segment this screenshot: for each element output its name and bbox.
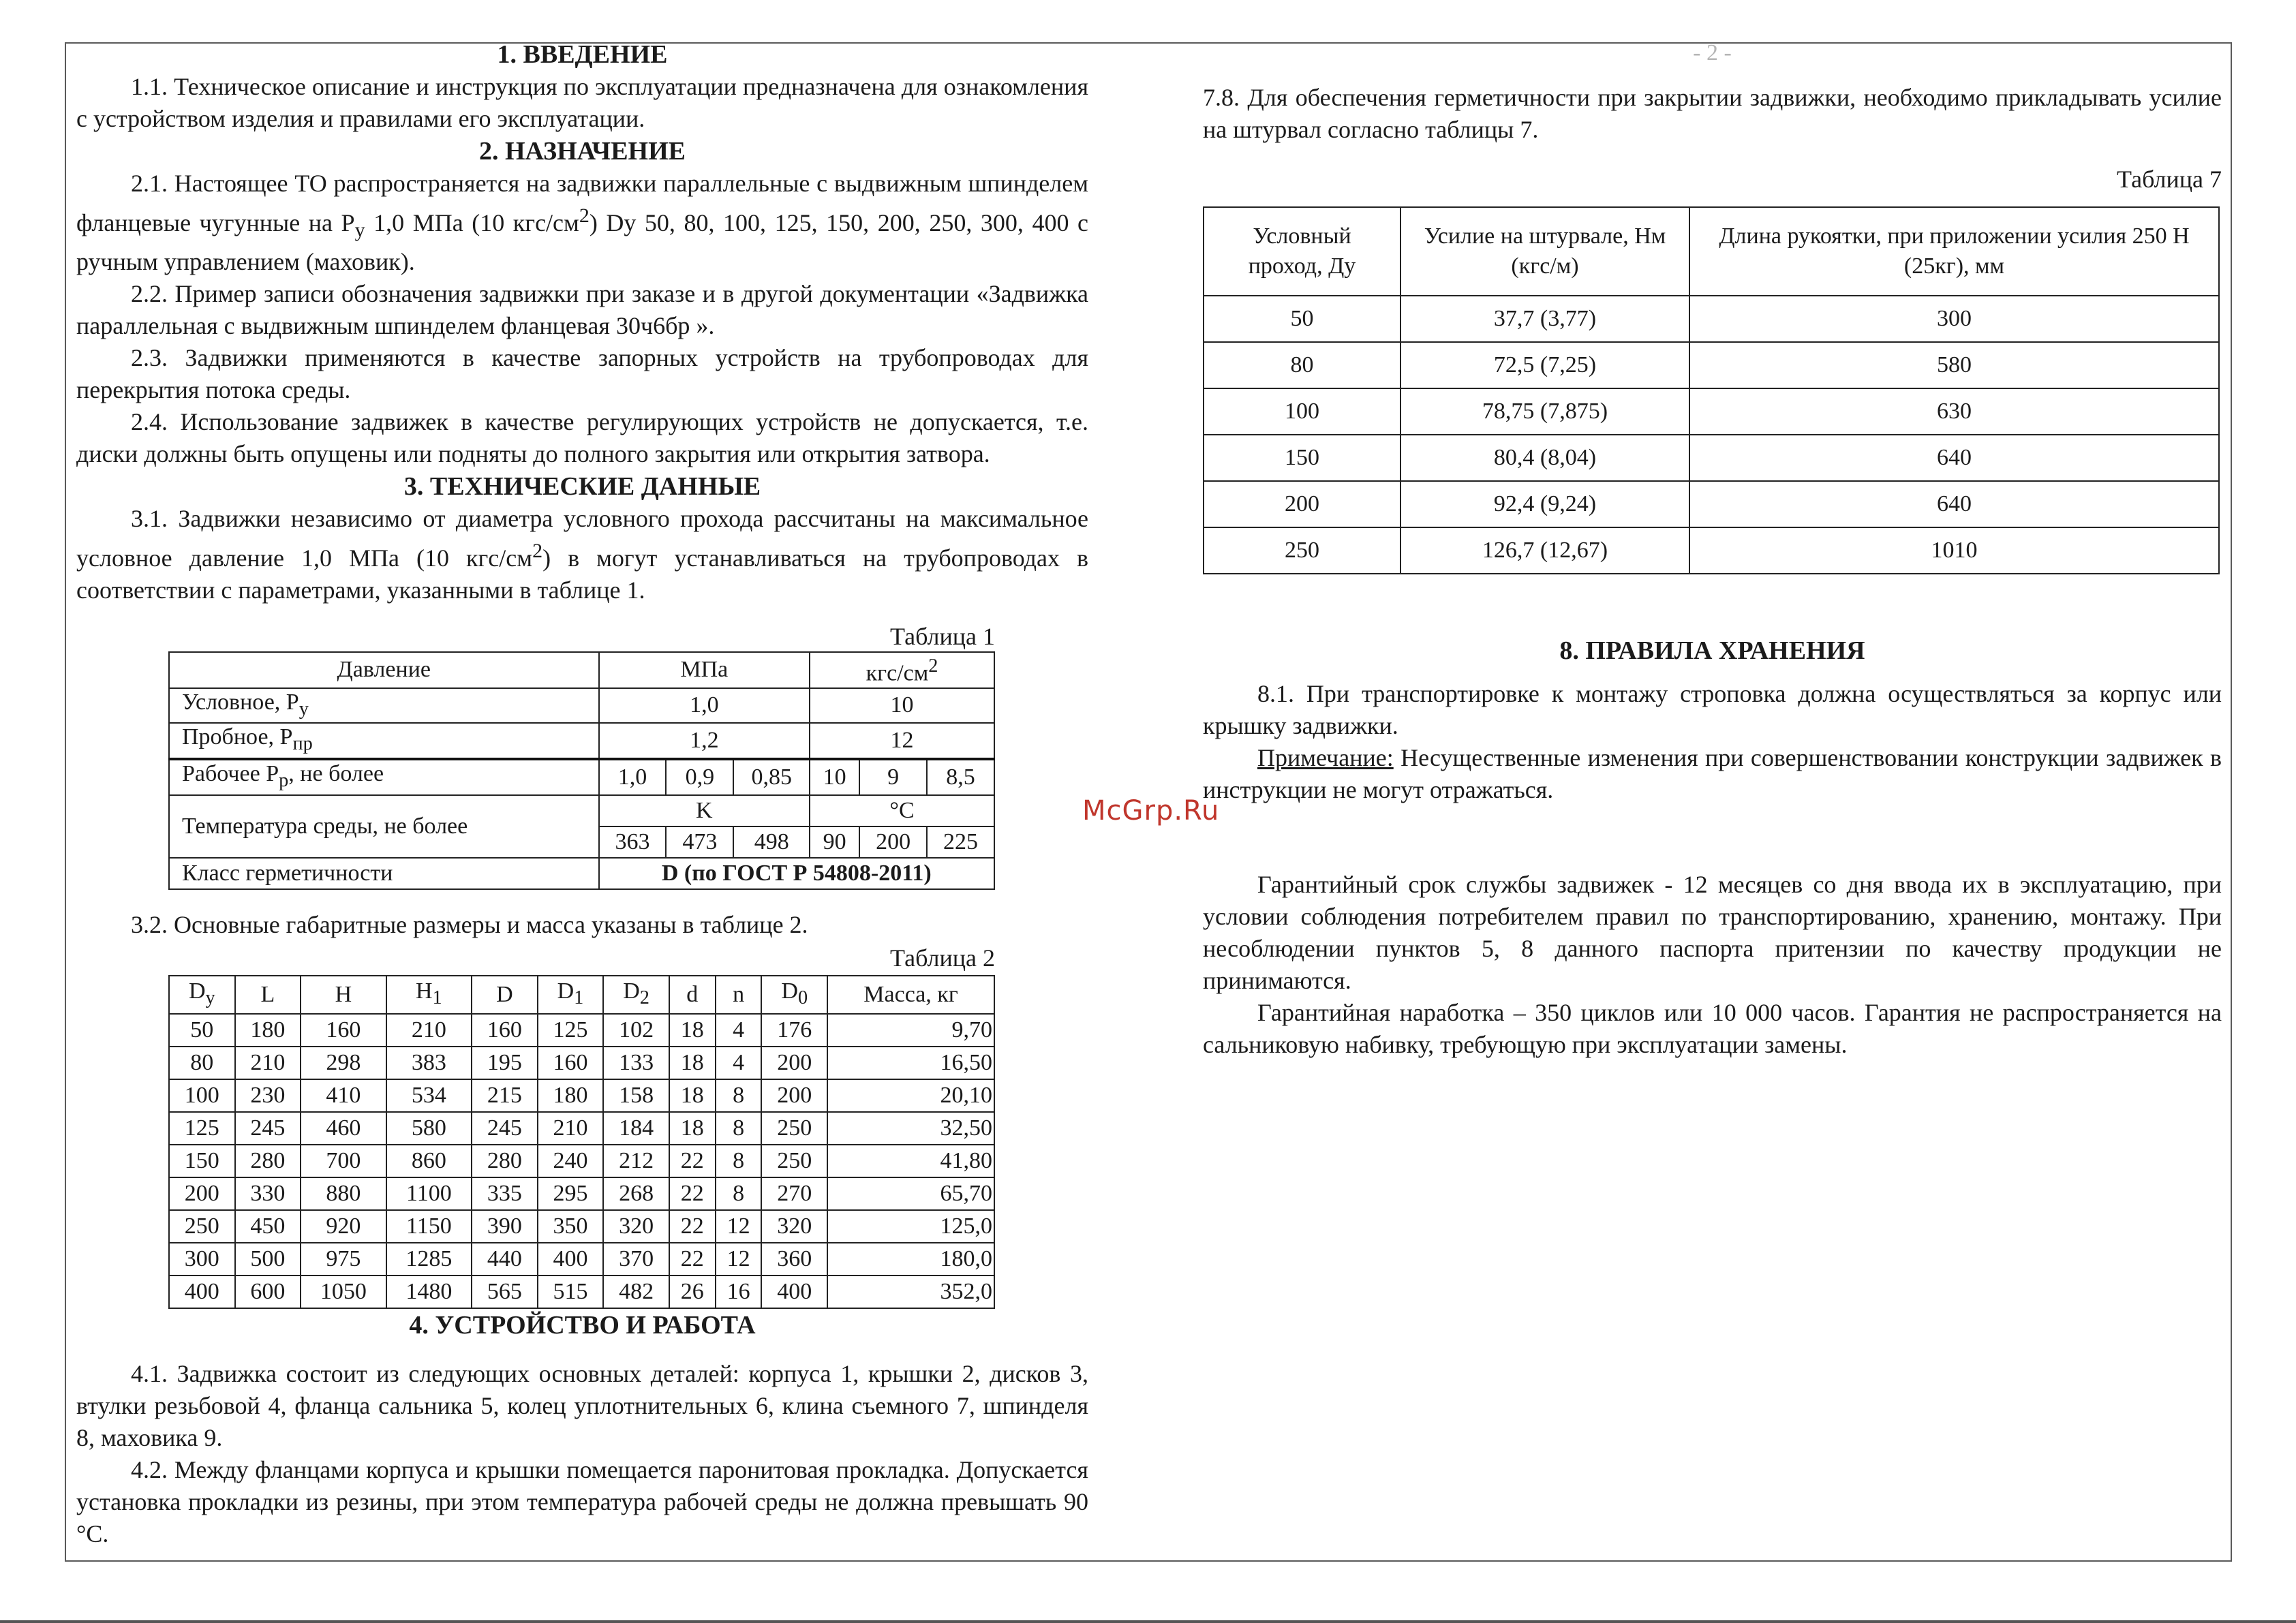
t2-cell: 880 [301,1177,386,1210]
paragraph-8-1: 8.1. При транспортировке к монтажу строповка должна осуществляться за корпус или крышку задвижки. [1203,680,2222,739]
t2-header-cell: D [472,976,538,1014]
table-row [169,1014,994,1047]
t2-cell: 383 [386,1047,472,1079]
t2-cell: 1480 [386,1276,472,1308]
t2-cell: 295 [538,1177,604,1210]
paragraph-7-8: 7.8. Для обеспечения герметичности при закрытии задвижки, необходимо прикладывать усилие на штурвал согласно таблицы 7. [1203,84,2222,143]
t2-cell: 400 [538,1243,604,1276]
t1-cell: 1,0 [599,688,810,724]
paragraph-2-1: 2.1. Настоящее ТО распространяется на задвижки параллельные с выдвижным шпинделем фланцевые чугунные на $P_y$ 1,0 МПа (10 кгс/$см^2$) Dy 50, 80, 100, 125, 150, 200, 250, 300, 400 с ручным управлением (маховик). [76,170,1088,276]
paragraph-2-3: 2.3. Задвижки применяются в качестве запорных устройств на трубопроводах для перекрытия потока среды. [76,344,1088,404]
t2-cell: 8 [716,1145,762,1177]
t2-cell: 1100 [386,1177,472,1210]
t2-cell: 500 [235,1243,301,1276]
heading-storage-rules: 8. ПРАВИЛА ХРАНЕНИЯ [1559,636,1865,665]
t1-cell: 473 [666,826,733,858]
t2-cell: 600 [235,1276,301,1308]
t2-cell: 16 [716,1276,762,1308]
t1-row-temperature-label: Температура среды, не более [169,795,599,858]
t7-cell: 50 [1204,296,1400,342]
t1-cell: 0,85 [733,759,810,795]
t2-cell: 565 [472,1276,538,1308]
table-row [1204,527,2219,574]
t7-cell: 37,7 (3,77) [1400,296,1689,342]
paragraph-4-2: 4.2. Между фланцами корпуса и крышки помещается паронитовая прокладка. Допускается установка прокладки из резины, при этом температура рабочей среды не должна превышать 90 °С. [76,1455,1088,1547]
t2-cell: 125 [169,1112,235,1145]
t1-row-test-label: Пробное, $P_{пр}$ [169,723,599,759]
t2-cell: 50 [169,1014,235,1047]
t1-row-tightness-label: Класс герметичности [169,858,599,889]
t2-cell: 22 [669,1177,716,1210]
t1-cell-tightness-class: D (по ГОСТ Р 54808-2011) [599,858,994,889]
t2-cell: 210 [235,1047,301,1079]
paragraph-2-4: 2.4. Использование задвижек в качестве регулирующих устройств не допускается, т.е. диски должны быть опущены или подняты до полного закрытия или открытия затвора. [76,408,1088,468]
t7-header-row [1204,207,2219,296]
t2-cell: 8 [716,1177,762,1210]
t2-cell: 460 [301,1112,386,1145]
t7-cell: 630 [1689,388,2219,435]
t2-cell: 22 [669,1243,716,1276]
t2-cell: 12 [716,1243,762,1276]
t2-cell: 515 [538,1276,604,1308]
t2-cell: 160 [301,1014,386,1047]
t2-cell: 320 [761,1210,827,1243]
t2-cell: 250 [169,1210,235,1243]
t2-cell: 270 [761,1177,827,1210]
t2-cell: 8 [716,1112,762,1145]
t1-cell: 363 [599,826,667,858]
t2-cell: 20,10 [827,1079,994,1112]
t1-cell: 498 [733,826,810,858]
t7-cell: 80,4 (8,04) [1400,435,1689,481]
table-row [1204,481,2219,527]
t2-cell: 280 [472,1145,538,1177]
t1-header-mpa: МПа [599,652,810,687]
t2-cell: 320 [603,1210,669,1243]
table-2-caption: Таблица 2 [890,944,995,972]
note-label: Примечание: [1257,744,1394,771]
t2-cell: 390 [472,1210,538,1243]
t2-cell: 975 [301,1243,386,1276]
paragraph-3-1: 3.1. Задвижки независимо от диаметра условного прохода рассчитаны на максимальное условное давление 1,0 МПа (10 кгс/$см^2$) в могут устанавливаться на трубопроводах в соответствии с параметрами, указанными в таблице 1. [76,505,1088,604]
t1-row-working-label: Рабочее $P_р$, не более [169,759,599,795]
t2-cell: 22 [669,1210,716,1243]
heading-device-operation: 4. УСТРОЙСТВО И РАБОТА [409,1310,756,1340]
t2-cell: 8 [716,1079,762,1112]
t2-cell: 280 [235,1145,301,1177]
table-row [169,1210,994,1243]
t1-cell: 225 [927,826,994,858]
t2-cell: 370 [603,1243,669,1276]
table-row [1204,296,2219,342]
t2-cell: 200 [761,1079,827,1112]
t2-cell: 18 [669,1112,716,1145]
t2-cell: 160 [538,1047,604,1079]
table-7-caption: Таблица 7 [2117,166,2222,193]
t2-cell: 580 [386,1112,472,1145]
t2-cell: 215 [472,1079,538,1112]
t2-cell: 176 [761,1014,827,1047]
t2-cell: 210 [386,1014,472,1047]
t7-cell: 640 [1689,481,2219,527]
t2-cell: 410 [301,1079,386,1112]
t2-cell: 150 [169,1145,235,1177]
t1-cell: 0,9 [666,759,733,795]
t2-header-cell: d [669,976,716,1014]
t2-cell: 240 [538,1145,604,1177]
t7-header-handle-length: Длина рукоятки, при приложении усилия 250 Н (25кг), мм [1689,207,2219,296]
t2-header-row [169,976,994,1014]
t2-cell: 210 [538,1112,604,1145]
t7-cell: 580 [1689,342,2219,388]
t2-cell: 32,50 [827,1112,994,1145]
t7-cell: 92,4 (9,24) [1400,481,1689,527]
t2-cell: 335 [472,1177,538,1210]
t2-cell: 195 [472,1047,538,1079]
paragraph-warranty-cycles: Гарантийная наработка – 350 циклов или 10 000 часов. Гарантия не распространяется на сальниковую набивку, требующую при эксплуатации замены. [1203,999,2222,1058]
t1-cell: 10 [810,688,994,724]
right-column [1203,38,2222,1061]
table-row [1204,435,2219,481]
t2-cell: 1285 [386,1243,472,1276]
page-bottom-rule [65,1560,2231,1562]
t2-cell: 26 [669,1276,716,1308]
t7-cell: 300 [1689,296,2219,342]
heading-technical-data: 3. ТЕХНИЧЕСКИЕ ДАННЫЕ [403,472,761,501]
t2-cell: 298 [301,1047,386,1079]
t1-cell: 1,0 [599,759,667,795]
t1-row-nominal-label: Условное, $P_у$ [169,688,599,724]
t2-cell: 180 [538,1079,604,1112]
t7-cell: 72,5 (7,25) [1400,342,1689,388]
t2-cell: 440 [472,1243,538,1276]
t1-cell: 12 [810,723,994,759]
paragraph-warranty-period: Гарантийный срок службы задвижек - 12 месяцев со дня ввода их в эксплуатацию, при условии соблюдения потребителем правил по транспортированию, хранению, монтажу. При несоблюдении пунктов 5, 8 данного паспорта притензии по качеству продукции не принимаются. [1203,871,2222,994]
paragraph-3-2: 3.2. Основные габаритные размеры и масса указаны в таблице 2. [131,910,808,938]
t2-cell: 125 [538,1014,604,1047]
t2-cell: 350 [538,1210,604,1243]
t7-cell: 126,7 (12,67) [1400,527,1689,574]
t1-cell: 9 [859,759,927,795]
t2-cell: 920 [301,1210,386,1243]
t2-cell: 400 [761,1276,827,1308]
page-number: - 2 - [1693,40,1732,65]
t2-cell: 268 [603,1177,669,1210]
viewer-bottom-bar [0,1620,2296,1623]
t2-cell: 245 [235,1112,301,1145]
t7-cell: 250 [1204,527,1400,574]
t7-cell: 78,75 (7,875) [1400,388,1689,435]
t2-cell: 18 [669,1047,716,1079]
t7-cell: 100 [1204,388,1400,435]
t2-header-cell: $D_1$ [538,976,604,1014]
t1-cell-kelvin: K [599,795,810,826]
t2-cell: 700 [301,1145,386,1177]
t2-cell: 102 [603,1014,669,1047]
t2-cell: 9,70 [827,1014,994,1047]
table-row [169,1276,994,1308]
t2-cell: 18 [669,1079,716,1112]
table-1-caption: Таблица 1 [890,623,995,651]
t2-cell: 250 [761,1112,827,1145]
t2-cell: 1050 [301,1276,386,1308]
t1-cell: 90 [810,826,859,858]
watermark: McGrp.Ru [1082,795,1220,826]
t1-cell-celsius: °C [810,795,994,826]
paragraph-1-1: 1.1. Техническое описание и инструкция по эксплуатации предназначена для ознакомления с устройством изделия и правилами его эксплуатации. [76,73,1088,132]
t1-cell: 8,5 [927,759,994,795]
table-1-pressure [168,621,995,890]
t2-cell: 133 [603,1047,669,1079]
t7-cell: 80 [1204,342,1400,388]
t2-cell: 4 [716,1047,762,1079]
t2-cell: 400 [169,1276,235,1308]
t2-cell: 125,0 [827,1210,994,1243]
t2-header-cell: $H_1$ [386,976,472,1014]
t1-header-pressure: Давление [169,652,599,687]
t2-header-cell: $D_0$ [761,976,827,1014]
t2-cell: 41,80 [827,1145,994,1177]
t7-cell: 1010 [1689,527,2219,574]
t2-cell: 80 [169,1047,235,1079]
t2-cell: 482 [603,1276,669,1308]
t7-header-force: Усилие на штурвале, Нм (кгс/м) [1400,207,1689,296]
t2-cell: 860 [386,1145,472,1177]
t1-cell: 1,2 [599,723,810,759]
t2-cell: 184 [603,1112,669,1145]
t2-cell: 160 [472,1014,538,1047]
t2-header-cell: Масса, кг [827,976,994,1014]
t7-header-nominal-bore: Условный проход, Ду [1204,207,1400,296]
t2-cell: 300 [169,1243,235,1276]
t2-cell: 200 [169,1177,235,1210]
t2-header-cell: L [235,976,301,1014]
t2-cell: 212 [603,1145,669,1177]
t2-header-cell: $D_у$ [169,976,235,1014]
paragraph-4-1: 4.1. Задвижка состоит из следующих основных деталей: корпуса 1, крышки 2, дисков 3, втулки резьбовой 4, фланца сальника 5, колец уплотнительных 6, клина съемного 7, шпинделя 8, маховика 9. [76,1359,1088,1451]
t1-cell: 10 [810,759,859,795]
t2-cell: 12 [716,1210,762,1243]
table-2-dimensions [168,941,995,1309]
table-row [169,1145,994,1177]
t2-cell: 4 [716,1014,762,1047]
t1-header-kgs: кгс/$см^2$ [810,652,994,687]
heading-purpose: 2. НАЗНАЧЕНИЕ [478,137,686,166]
t2-cell: 65,70 [827,1177,994,1210]
t2-cell: 245 [472,1112,538,1145]
table-row [1204,342,2219,388]
t7-cell: 150 [1204,435,1400,481]
t2-cell: 1150 [386,1210,472,1243]
t2-cell: 534 [386,1079,472,1112]
t2-cell: 200 [761,1047,827,1079]
table-row [169,1047,994,1079]
t7-cell: 640 [1689,435,2219,481]
t2-cell: 158 [603,1079,669,1112]
t2-cell: 100 [169,1079,235,1112]
table-row [169,1079,994,1112]
t2-cell: 180 [235,1014,301,1047]
heading-introduction: 1. ВВЕДЕНИЕ [497,40,668,69]
t1-cell: 200 [859,826,927,858]
t2-cell: 360 [761,1243,827,1276]
t2-cell: 22 [669,1145,716,1177]
paragraph-2-2: 2.2. Пример записи обозначения задвижки при заказе и в другой документации «Задвижка параллельная с выдвижным шпинделем фланцевая 30ч6бр ». [76,280,1088,340]
table-row [169,1243,994,1276]
left-column [76,38,1088,1550]
t2-header-cell: H [301,976,386,1014]
table-row [169,1112,994,1145]
t2-cell: 330 [235,1177,301,1210]
paragraph-note: Примечание: Несущественные изменения при совершенствовании конструкции задвижек в инструкции не могут отражаться. [1203,744,2222,803]
t2-cell: 18 [669,1014,716,1047]
table-7-handwheel-force [1203,206,2220,574]
table-row [1204,388,2219,435]
t7-cell: 200 [1204,481,1400,527]
t2-header-cell: n [716,976,762,1014]
t2-cell: 230 [235,1079,301,1112]
t2-cell: 352,0 [827,1276,994,1308]
t2-cell: 450 [235,1210,301,1243]
t2-cell: 16,50 [827,1047,994,1079]
t2-cell: 180,0 [827,1243,994,1276]
table-row [169,1177,994,1210]
t2-cell: 250 [761,1145,827,1177]
t2-header-cell: $D_2$ [603,976,669,1014]
